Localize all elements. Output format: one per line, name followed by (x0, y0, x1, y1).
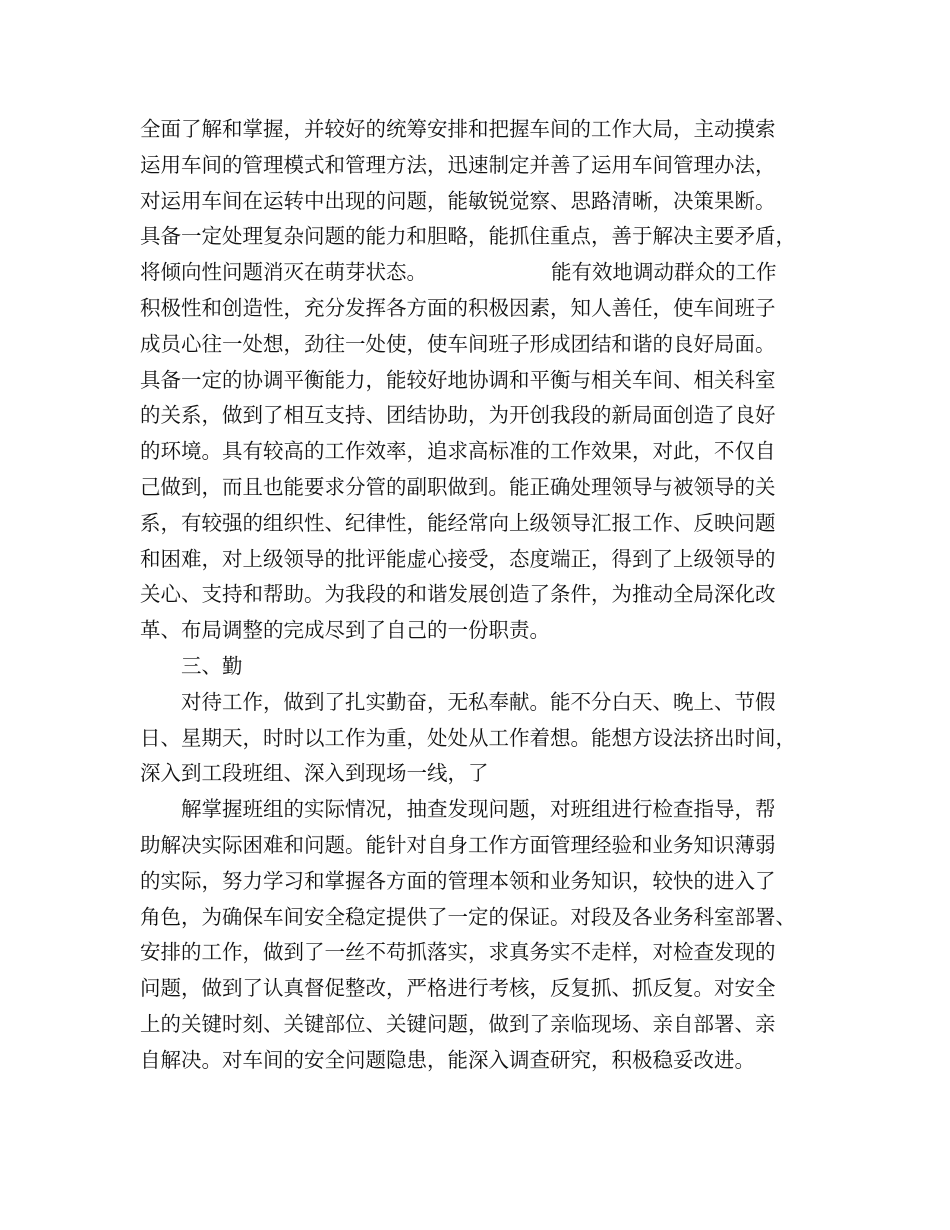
text-line: 日、星期天，时时以工作为重，处处从工作着想。能想方设法挤出时间， (140, 725, 796, 750)
text-line: 的环境。具有较高的工作效率，追求高标准的工作效果，对此，不仅自 (140, 439, 776, 464)
text-line: 解掌握班组的实际情况，抽查发现问题，对班组进行检查指导，帮 (181, 797, 776, 822)
text-line: 助解决实际困难和问题。能针对自身工作方面管理经验和业务知识薄弱 (140, 832, 776, 857)
text-line: 和困难，对上级领导的批评能虚心接受，态度端正，得到了上级领导的 (140, 546, 776, 571)
body-text (140, 112, 820, 1079)
text-segment: 能有效地调动群众的工作 (551, 260, 777, 285)
text-line: 对运用车间在运转中出现的问题，能敏锐觉察、思路清晰，决策果断。 (140, 188, 776, 213)
text-line: 革、布局调整的完成尽到了自己的一份职责。 (140, 618, 550, 643)
section-heading: 三、勤 (181, 653, 243, 678)
text-line: 积极性和创造性，充分发挥各方面的积极因素，知人善任，使车间班子 (140, 295, 776, 320)
text-line: 运用车间的管理模式和管理方法，迅速制定并善了运用车间管理办法， (140, 152, 776, 177)
text-line: 具备一定的协调平衡能力，能较好地协调和平衡与相关车间、相关科室 (140, 367, 776, 392)
text-line: 上的关键时刻、关键部位、关键问题，做到了亲临现场、亲自部署、亲 (140, 1011, 776, 1036)
text-line: 的关系，做到了相互支持、团结协助，为开创我段的新局面创造了良好 (140, 403, 776, 428)
text-segment: 将倾向性问题消灭在萌芽状态。 (140, 260, 427, 285)
text-line: 具备一定处理复杂问题的能力和胆略，能抓住重点，善于解决主要矛盾， (140, 224, 796, 249)
text-line: 深入到工段班组、深入到现场一线，了 (140, 761, 489, 786)
text-line: 系，有较强的组织性、纪律性，能经常向上级领导汇报工作、反映问题 (140, 510, 776, 535)
text-line: 全面了解和掌握，并较好的统筹安排和把握车间的工作大局，主动摸索 (140, 117, 776, 141)
text-line: 安排的工作，做到了一丝不苟抓落实，求真务实不走样，对检查发现的 (140, 940, 776, 965)
text-line (140, 255, 820, 291)
text-line: 问题，做到了认真督促整改，严格进行考核，反复抓、抓反复。对安全 (140, 976, 776, 1001)
text-line: 对待工作，做到了扎实勤奋，无私奉献。能不分白天、晚上、节假 (181, 689, 776, 714)
text-line: 成员心往一处想，劲往一处使，使车间班子形成团结和谐的良好局面。 (140, 331, 776, 356)
text-line: 自解决。对车间的安全问题隐患，能深入调查研究，积极稳妥改进。 (140, 1047, 755, 1072)
text-line: 己做到，而且也能要求分管的副职做到。能正确处理领导与被领导的关 (140, 474, 776, 499)
text-line: 的实际，努力学习和掌握各方面的管理本领和业务知识，较快的进入了 (140, 868, 776, 893)
text-line: 关心、支持和帮助。为我段的和谐发展创造了条件，为推动全局深化改 (140, 582, 776, 607)
text-line: 角色，为确保车间安全稳定提供了一定的保证。对段及各业务科室部署、 (140, 904, 796, 929)
